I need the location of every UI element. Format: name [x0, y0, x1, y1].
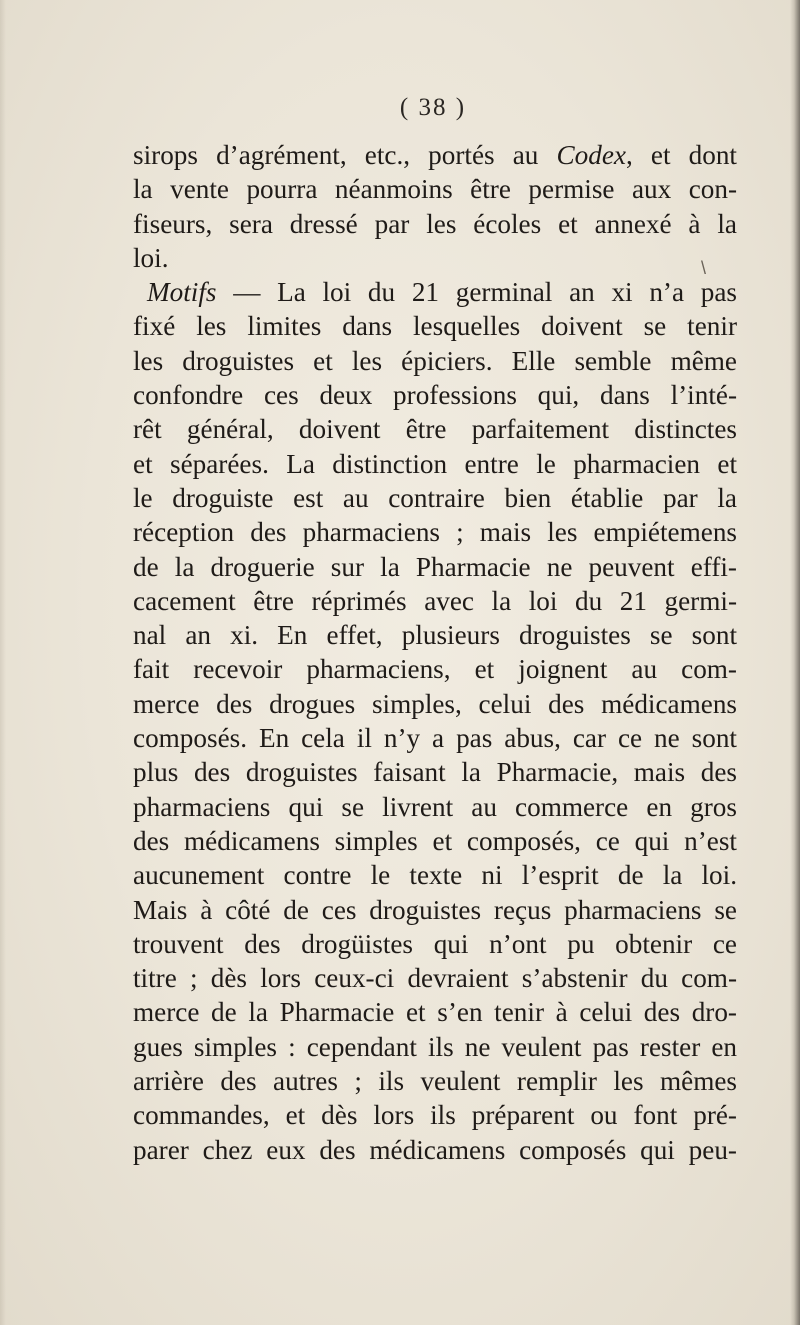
text-segment: arrière des autres ; ils veulent remplir les mêmes	[133, 1066, 737, 1097]
page-left-edge	[0, 0, 6, 1325]
text-segment: le droguiste est au contraire bien établie par la	[133, 482, 737, 513]
body-text	[133, 138, 737, 1167]
italic-text: Codex	[556, 140, 626, 170]
text-segment: Mais à côté de ces droguistes reçus pharmaciens se	[133, 894, 737, 925]
text-segment: fixé les limites dans lesquelles doivent se tenir	[133, 311, 737, 342]
text-segment: rêt général, doivent être parfaitement distinctes	[133, 414, 737, 445]
text-line	[133, 687, 737, 721]
italic-text: Motifs	[147, 277, 217, 308]
stray-mark: \	[701, 258, 707, 278]
page-number: ( 38 )	[399, 94, 467, 121]
text-line	[133, 378, 737, 412]
text-line	[133, 790, 737, 824]
text-segment: composés. En cela il n’y a pas abus, car ce ne sont	[133, 723, 737, 754]
text-line	[133, 1098, 737, 1132]
text-segment: pharmaciens qui se livrent au commerce en gros	[133, 791, 737, 822]
text-line	[133, 961, 737, 995]
text-line	[133, 241, 737, 275]
text-segment: réception des pharmaciens ; mais les empiétemens	[133, 517, 737, 548]
text-segment: gues simples : cependant ils ne veulent pas rester en	[133, 1031, 737, 1062]
text-line	[133, 309, 737, 343]
text-line	[133, 550, 737, 584]
text-line	[133, 412, 737, 446]
text-segment: fiseurs, sera dressé par les écoles et annexé à la	[133, 208, 737, 239]
text-segment: commandes, et dès lors ils préparent ou font pré-	[133, 1100, 737, 1131]
text-line	[133, 755, 737, 789]
text-segment: plus des droguistes faisant la Pharmacie, mais des	[133, 757, 737, 788]
text-line	[133, 207, 737, 241]
text-line	[133, 927, 737, 961]
text-segment: loi.	[133, 242, 169, 273]
text-segment: la vente pourra néanmoins être permise aux con-	[133, 174, 737, 205]
page-right-edge-shadow	[790, 0, 800, 1325]
text-segment: nal an xi. En effet, plusieurs droguistes se sont	[133, 620, 737, 651]
text-segment: des médicamens simples et composés, ce qui n’est	[133, 825, 737, 856]
text-line	[133, 1064, 737, 1098]
text-segment: merce de la Pharmacie et s’en tenir à celui des dro-	[133, 997, 737, 1028]
text-segment: parer chez eux des médicamens composés qui peu-	[133, 1134, 737, 1165]
text-line	[133, 858, 737, 892]
text-line	[133, 481, 737, 515]
text-line	[133, 1030, 737, 1064]
text-segment: — La loi du 21 germinal an xi n’a pas	[216, 277, 737, 308]
text-line	[133, 652, 737, 686]
text-segment: aucunement contre le texte ni l’esprit de la loi.	[133, 860, 737, 891]
text-segment: merce des drogues simples, celui des médicamens	[133, 688, 737, 719]
text-line	[133, 172, 737, 206]
text-segment: fait recevoir pharmaciens, et joignent au com-	[133, 654, 737, 685]
text-segment: sirops d’agrément, etc., portés au	[133, 140, 557, 170]
text-segment: cacement être réprimés avec la loi du 21 germi-	[133, 585, 737, 616]
text-segment: titre ; dès lors ceux-ci devraient s’abstenir du com-	[133, 963, 737, 994]
text-line	[133, 824, 737, 858]
text-line	[133, 344, 737, 378]
text-line	[133, 447, 737, 481]
text-line	[133, 515, 737, 549]
text-segment: confondre ces deux professions qui, dans l’inté-	[133, 380, 737, 411]
text-segment: et séparées. La distinction entre le pharmacien et	[133, 448, 737, 479]
text-line	[133, 1133, 737, 1167]
text-line	[133, 618, 737, 652]
text-line	[133, 138, 737, 172]
text-line	[133, 721, 737, 755]
text-segment: , et dont	[626, 140, 737, 170]
text-segment: trouvent des drogüistes qui n’ont pu obtenir ce	[133, 928, 737, 959]
text-line	[133, 893, 737, 927]
text-line	[133, 275, 737, 309]
text-segment: les droguistes et les épiciers. Elle semble même	[133, 345, 737, 376]
text-line	[133, 584, 737, 618]
text-line	[133, 995, 737, 1029]
text-segment: de la droguerie sur la Pharmacie ne peuvent effi-	[133, 551, 737, 582]
